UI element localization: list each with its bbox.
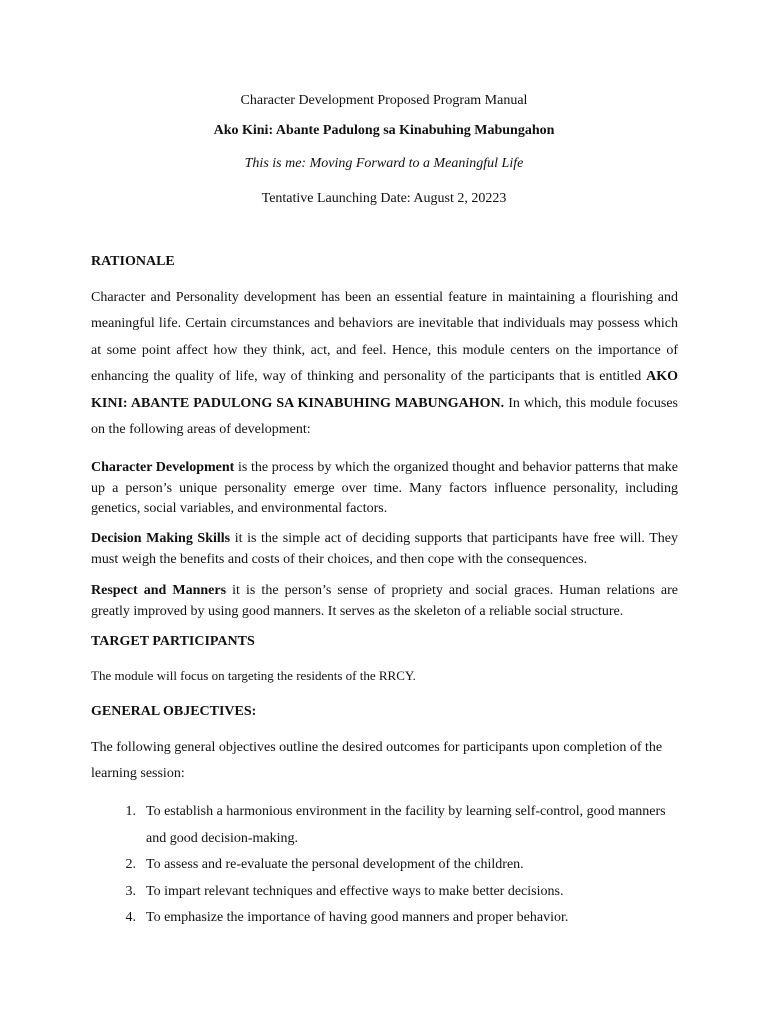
program-title: Ako Kini: Abante Padulong sa Kinabuhing Mabungahon bbox=[213, 123, 555, 138]
rationale-heading: RATIONALE bbox=[91, 254, 175, 269]
manual-title: Character Development Proposed Program Manual bbox=[240, 93, 528, 108]
objectives-intro: The following general objectives outline the desired outcomes for participants upon completion of the learning session: bbox=[91, 740, 663, 782]
area-decision-making bbox=[91, 529, 678, 570]
list-number: 3. bbox=[125, 883, 136, 899]
area-definition: it is the person’s sense of propriety and social graces. Human relations are greatly improved by using good manners. It serves as the skeleton of a reliable social structure. bbox=[91, 583, 678, 619]
rationale-text-before: Character and Personality development has been an essential feature in maintaining a flourishing and meaningful life. Certain circumstances and behaviors are inevitable that individuals may possess which at some point affect how they think, act, and feel. Hence, this module centers on the importance of enhancing the quality of life, way of thinking and personality of the participants that is entitled bbox=[91, 290, 678, 385]
list-item bbox=[91, 852, 678, 879]
area-term: Respect and Manners bbox=[91, 583, 227, 598]
area-term: Decision Making Skills bbox=[91, 531, 231, 546]
objectives-list bbox=[91, 799, 678, 932]
list-item bbox=[91, 879, 678, 906]
target-text: The module will focus on targeting the residents of the RRCY. bbox=[91, 668, 416, 683]
list-number: 1. bbox=[125, 804, 136, 819]
list-text: To assess and re-evaluate the personal development of the children. bbox=[146, 857, 524, 872]
target-heading: TARGET PARTICIPANTS bbox=[91, 634, 255, 649]
list-number: 2. bbox=[125, 857, 136, 872]
area-term: Character Development bbox=[91, 460, 235, 475]
list-text: To impart relevant techniques and effective ways to make better decisions. bbox=[146, 883, 564, 899]
objectives-heading: GENERAL OBJECTIVES: bbox=[91, 704, 257, 719]
rationale-module-name: AKO KINI: ABANTE PADULONG SA KINABUHING MABUNGAHON. bbox=[91, 369, 678, 411]
launch-date: Tentative Launching Date: August 2, 20223 bbox=[261, 191, 507, 206]
list-text: To emphasize the importance of having good manners and proper behavior. bbox=[146, 910, 569, 925]
rationale-paragraph bbox=[91, 285, 678, 443]
area-definition: it is the simple act of deciding supports that participants have free will. They must weigh the benefits and costs of their choices, and then cope with the consequences. bbox=[91, 531, 678, 567]
area-character-development bbox=[91, 458, 678, 520]
area-respect-manners bbox=[91, 581, 678, 622]
list-number: 4. bbox=[125, 910, 136, 925]
area-definition: is the process by which the organized thought and behavior patterns that make up a person’s unique personality emerge over time. Many factors influence personality, including genetics, social variables, and environmental factors. bbox=[91, 460, 678, 516]
rationale-text-after: In which, this module focuses on the following areas of development: bbox=[91, 395, 678, 438]
list-item bbox=[91, 905, 678, 932]
list-item bbox=[91, 799, 678, 852]
list-text: To establish a harmonious environment in the facility by learning self-control, good manners and good decision-making. bbox=[146, 804, 666, 846]
program-translation: This is me: Moving Forward to a Meaningful Life bbox=[244, 156, 524, 171]
